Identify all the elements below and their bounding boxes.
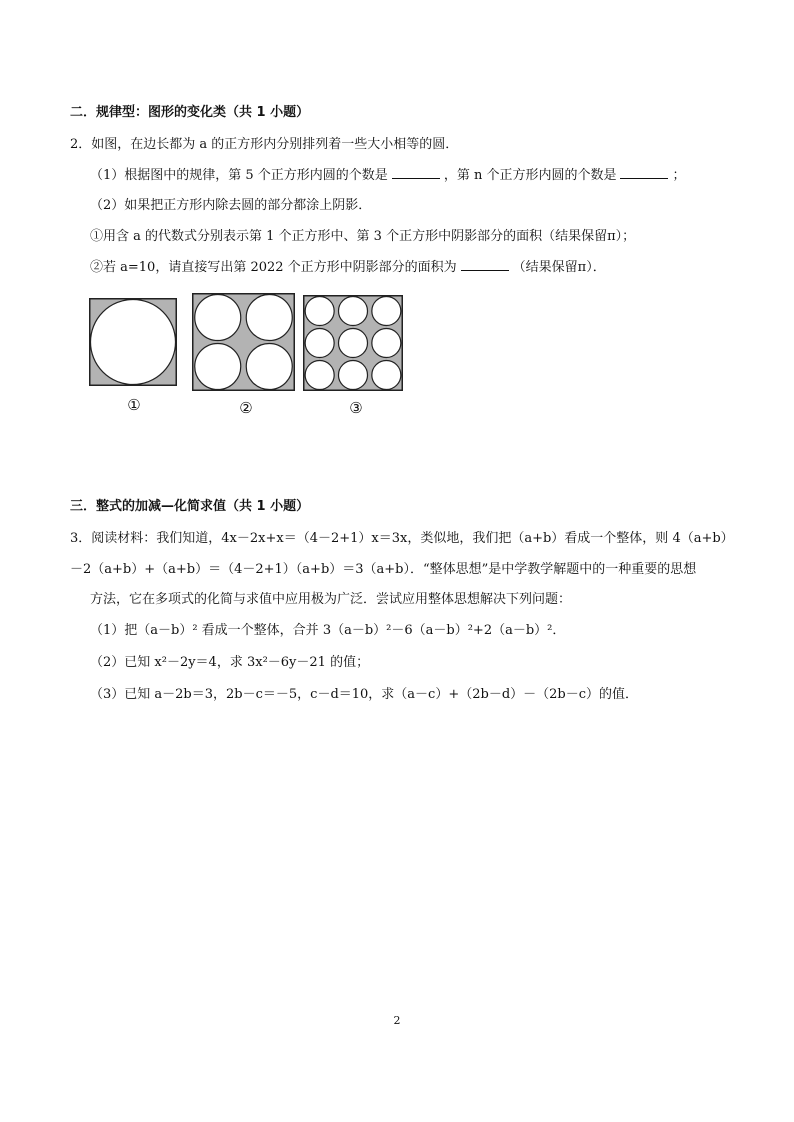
circle [305, 329, 334, 358]
sub1-text-c: ； [672, 168, 686, 183]
figure-label-1: ① [127, 396, 141, 414]
question3-sub1: （1）把（a－b）² 看成一个整体，合并 3（a－b）²－6（a－b）²+2（a－b）²． [90, 623, 566, 638]
answer-blank-2 [620, 166, 668, 179]
circle [305, 297, 334, 326]
circle [372, 329, 401, 358]
answer-blank-1 [392, 166, 440, 179]
answer-blank-3 [461, 258, 509, 271]
circle [339, 297, 368, 326]
item2-text-a: ②若 a=10，请直接写出第 2022 个正方形中阴影部分的面积为 [90, 260, 457, 275]
figure-label-3: ③ [349, 399, 363, 417]
question2-sub1 [90, 166, 685, 185]
circle [372, 361, 401, 390]
circle [195, 344, 241, 390]
page-number: 2 [393, 1014, 401, 1027]
sub1-text-b: ，第 n 个正方形内圆的个数是 [443, 168, 617, 183]
circle [372, 297, 401, 326]
circle [195, 295, 241, 341]
circle [339, 329, 368, 358]
question2-sub2: （2）如果把正方形内除去圆的部分都涂上阴影． [90, 198, 372, 213]
circle [246, 344, 292, 390]
figure-square-3 [303, 295, 403, 391]
question3-line1: 3．阅读材料：我们知道，4x－2x+x＝（4－2+1）x＝3x，类似地，我们把（a+b）看成一个整体，则 4（a+b） [70, 531, 734, 546]
circle [305, 361, 334, 390]
figure-label-2: ② [239, 399, 253, 417]
question3-sub3: （3）已知 a－2b＝3，2b－c＝－5，c－d＝10，求（a－c）+（2b－d）－（2b－c）的值． [90, 687, 639, 702]
sub1-text-a: （1）根据图中的规律，第 5 个正方形内圆的个数是 [90, 168, 388, 183]
item2-text-b: （结果保留π）． [512, 260, 606, 275]
question2-item1: ①用含 a 的代数式分别表示第 1 个正方形中、第 3 个正方形中阴影部分的面积（结果保留π）； [90, 229, 636, 244]
question3-line2: －2（a+b）+（a+b）＝（4－2+1）（a+b）＝3（a+b）．“整体思想”是中学教学解题中的一种重要的思想 [70, 562, 697, 577]
section3-heading: 三．整式的加减—化简求值（共 1 小题） [70, 499, 310, 514]
circle [246, 295, 292, 341]
circle [91, 300, 176, 385]
section2-heading: 二．规律型：图形的变化类（共 1 小题） [70, 105, 310, 120]
question2-text: 2．如图，在边长都为 a 的正方形内分别排列着一些大小相等的圆． [70, 137, 459, 152]
circle [339, 361, 368, 390]
figure-square-1 [89, 298, 177, 386]
question3-sub2: （2）已知 x²－2y＝4，求 3x²－6y－21 的值； [90, 655, 370, 670]
question3-line3: 方法，它在多项式的化简与求值中应用极为广泛．尝试应用整体思想解决下列问题： [90, 592, 572, 607]
figure-square-2 [192, 293, 295, 391]
question2-item2 [90, 258, 606, 277]
